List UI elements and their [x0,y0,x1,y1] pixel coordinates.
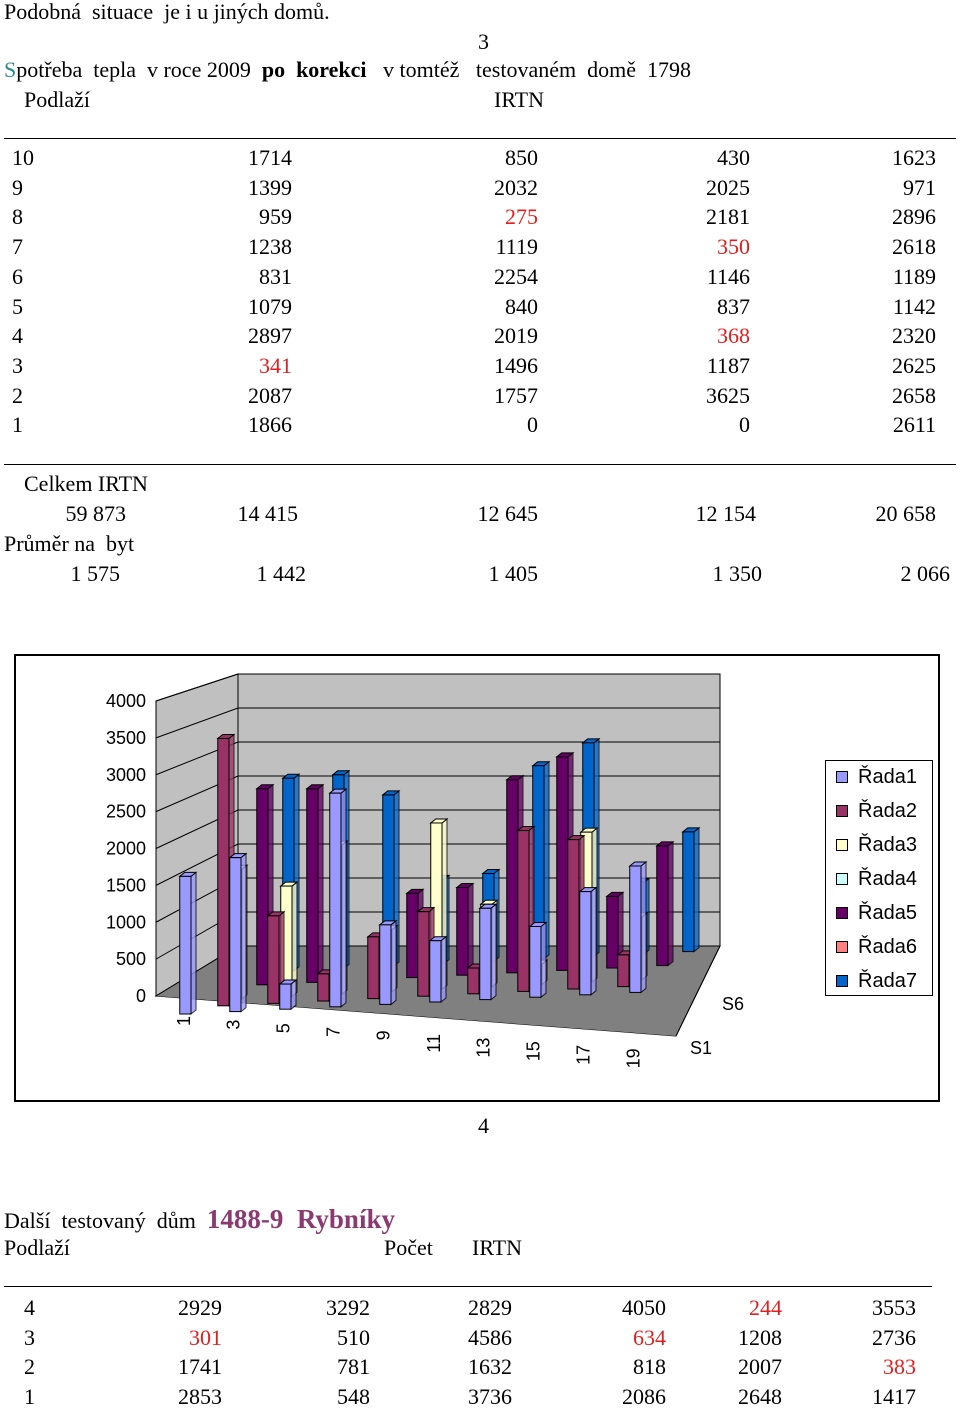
bar-side [694,828,699,952]
bar-side [318,785,323,983]
bar-side [391,921,396,1005]
table-cell: 1741 [178,1354,222,1379]
table-cell: 2829 [468,1295,512,1320]
table-cell: 1142 [892,293,936,319]
table-cell: 548 [337,1383,370,1409]
title-bold: po korekci [261,57,367,82]
x-tick-label: 5 [273,1023,294,1034]
table-cell: 2181 [706,204,750,230]
table-cell: 2929 [178,1295,222,1320]
table-cell: 2625 [892,352,936,378]
title-suffix: v tomtéž testovaném domě 1798 [366,57,691,82]
average-value: 1 442 [256,561,306,586]
table-cell: 1238 [248,234,292,260]
y-tick-label: 3000 [105,764,146,785]
table-cell: 1208 [738,1324,782,1350]
table-cell: 1866 [248,412,292,438]
table-cell: 341 [259,352,292,378]
floor-number: 7 [12,234,23,260]
y-tick-label: 0 [135,986,146,1006]
y-tick-label: 500 [115,949,146,970]
table-cell: 837 [717,293,750,319]
p4-col-count: Počet [384,1235,433,1260]
table-cell: 368 [717,323,750,349]
bar [657,846,668,966]
floor-number: 1 [12,412,23,438]
table-cell: 1189 [892,263,936,289]
bar-side [668,842,673,966]
table-cell: 1119 [495,234,538,260]
column-chart-3d [16,656,942,1104]
y-tick-label: 2000 [105,838,146,859]
table-cell: 301 [189,1324,222,1350]
floor-number: 8 [12,204,23,230]
table-cell: 959 [259,204,292,230]
bar [530,926,541,997]
p4-col-floor: Podlaží [4,1235,70,1260]
legend-swatch [836,975,848,987]
floor-number: 4 [24,1295,35,1320]
average-value: 1 405 [488,561,538,586]
bar [480,908,491,999]
table-divider-top [4,138,956,139]
table-cell: 2087 [248,382,292,408]
table-cell: 510 [337,1324,370,1350]
section1-title [4,58,691,82]
bar [568,840,579,989]
table-cell: 1757 [494,382,538,408]
table-cell: 1187 [706,352,750,378]
legend-label: Řada4 [858,868,917,890]
bar [457,888,468,976]
legend-swatch [836,805,848,817]
table-cell: 3553 [872,1295,916,1320]
bar [368,937,379,999]
bar [557,757,568,971]
floor-number: 5 [12,293,23,319]
bar [430,941,441,1002]
average-value: 1 350 [712,561,762,586]
table-cell: 850 [505,145,538,170]
table-cell: 1714 [248,145,292,170]
bar [180,876,191,1014]
house-name: 1488-9 Rybníky [206,1204,395,1234]
total-value: 14 415 [237,501,298,526]
title-initial: S [4,57,17,82]
col-irtn-header: IRTN [494,87,545,112]
legend-swatch [836,771,848,783]
bar [230,858,241,1012]
table-cell: 2648 [738,1383,782,1409]
table-cell: 818 [633,1354,666,1379]
bar [318,974,329,1001]
x-tick-label: 1 [173,1016,194,1027]
bar-side [641,862,646,992]
x-tick-label: 17 [573,1044,594,1065]
table-cell: 4050 [622,1295,666,1320]
table-cell: 971 [903,174,936,200]
bar [468,968,479,994]
table-cell: 2086 [622,1383,666,1409]
legend-swatch [836,873,848,885]
table-cell: 2853 [178,1383,222,1409]
legend-label: Řada3 [858,834,917,856]
depth-label: S1 [690,1038,713,1058]
y-tick-label: 3500 [105,727,146,748]
average-value: 1 575 [70,561,120,586]
floor-number: 1 [24,1383,35,1409]
bar [330,793,341,1007]
y-tick-label: 2500 [105,801,146,822]
bar [607,896,618,968]
total-value: 12 645 [477,501,538,526]
table-cell: 2658 [892,382,936,408]
x-tick-label: 9 [373,1030,394,1041]
table-cell: 840 [505,293,538,319]
total-value: 20 658 [875,501,936,526]
bar [518,831,529,992]
table-cell: 430 [717,145,750,170]
floor-number: 2 [12,382,23,408]
table-cell: 2007 [738,1354,782,1379]
page4-title [4,1204,395,1236]
bar [683,832,694,952]
chart-frame [14,654,940,1102]
legend-swatch [836,839,848,851]
chart-legend [825,760,933,996]
table-cell: 1399 [248,174,292,200]
p4-col-irtn: IRTN [472,1235,523,1260]
page-number-3: 3 [478,29,489,54]
bar-side [541,922,546,997]
table-cell: 2897 [248,323,292,349]
table-cell: 244 [749,1295,782,1320]
legend-swatch [836,907,848,919]
table-cell: 2019 [494,323,538,349]
average-label: Průměr na byt [4,531,135,556]
x-tick-label: 7 [323,1026,344,1037]
total-value: 12 154 [695,501,756,526]
table-cell: 275 [505,204,538,230]
floor-number: 3 [24,1324,35,1350]
legend-label: Řada1 [858,766,917,788]
table-cell: 2618 [892,234,936,260]
intro-text: Podobná situace je i u jiných domů. [4,0,330,24]
table-cell: 1632 [468,1354,512,1379]
legend-label: Řada7 [858,970,917,992]
table-cell: 1146 [706,263,750,289]
p4-divider [4,1286,932,1287]
x-tick-label: 11 [423,1034,444,1053]
table-cell: 831 [259,263,292,289]
bar [307,789,318,983]
table-cell: 4586 [468,1324,512,1350]
table-cell: 1496 [494,352,538,378]
bar-side [341,789,346,1007]
table-cell: 0 [739,412,750,438]
bar [257,789,268,985]
table-cell: 2320 [892,323,936,349]
floor-number: 4 [12,323,23,349]
x-tick-label: 13 [473,1037,494,1058]
table-cell: 3736 [468,1383,512,1409]
x-tick-label: 3 [223,1019,244,1030]
depth-label: S6 [722,994,745,1014]
table-cell: 383 [883,1354,916,1379]
legend-label: Řada6 [858,936,917,958]
bar-side [468,884,473,976]
table-cell: 350 [717,234,750,260]
bar [580,892,591,995]
table-cell: 1079 [248,293,292,319]
bar [507,780,518,973]
total-label: Celkem IRTN [24,471,148,496]
bar [630,866,641,992]
y-tick-label: 1000 [105,912,146,933]
y-tick-label: 4000 [105,691,146,711]
bar [280,984,291,1009]
bar [380,925,391,1005]
table-cell: 634 [633,1324,666,1350]
table-cell: 3292 [326,1295,370,1320]
total-value: 59 873 [65,501,126,526]
bar-side [491,904,496,999]
bar [218,738,229,1005]
page-number-4: 4 [478,1113,489,1138]
table-cell: 2736 [872,1324,916,1350]
floor-number: 2 [24,1354,35,1379]
floor-number: 10 [12,145,34,170]
table-divider-bottom [4,464,956,465]
floor-number: 3 [12,352,23,378]
floor-number: 6 [12,263,23,289]
table-cell: 781 [337,1354,370,1379]
average-value: 2 066 [900,561,950,586]
bar [407,893,418,977]
table-cell: 1417 [872,1383,916,1409]
bar-side [241,854,246,1012]
table-cell: 2896 [892,204,936,230]
bar-side [191,872,196,1014]
bar-side [591,888,596,995]
table-cell: 2025 [706,174,750,200]
table-cell: 2032 [494,174,538,200]
table-cell: 0 [527,412,538,438]
table-cell: 3625 [706,382,750,408]
x-tick-label: 19 [623,1048,644,1069]
page4-title-prefix: Další testovaný dům [4,1208,207,1233]
bar-side [291,980,296,1009]
legend-label: Řada5 [858,902,917,924]
legend-label: Řada2 [858,800,917,822]
title-prefix: potřeba tepla v roce 2009 [16,57,262,82]
bar [418,912,429,997]
legend-swatch [836,941,848,953]
y-tick-label: 1500 [105,875,146,896]
x-tick-label: 15 [523,1041,544,1062]
table-cell: 1623 [892,145,936,170]
table-cell: 2611 [892,412,936,438]
floor-number: 9 [12,174,23,200]
bar [618,955,629,987]
col-floor-header: Podlaží [24,87,90,112]
bar [268,916,279,1004]
bar-side [441,937,446,1002]
table-cell: 2254 [494,263,538,289]
